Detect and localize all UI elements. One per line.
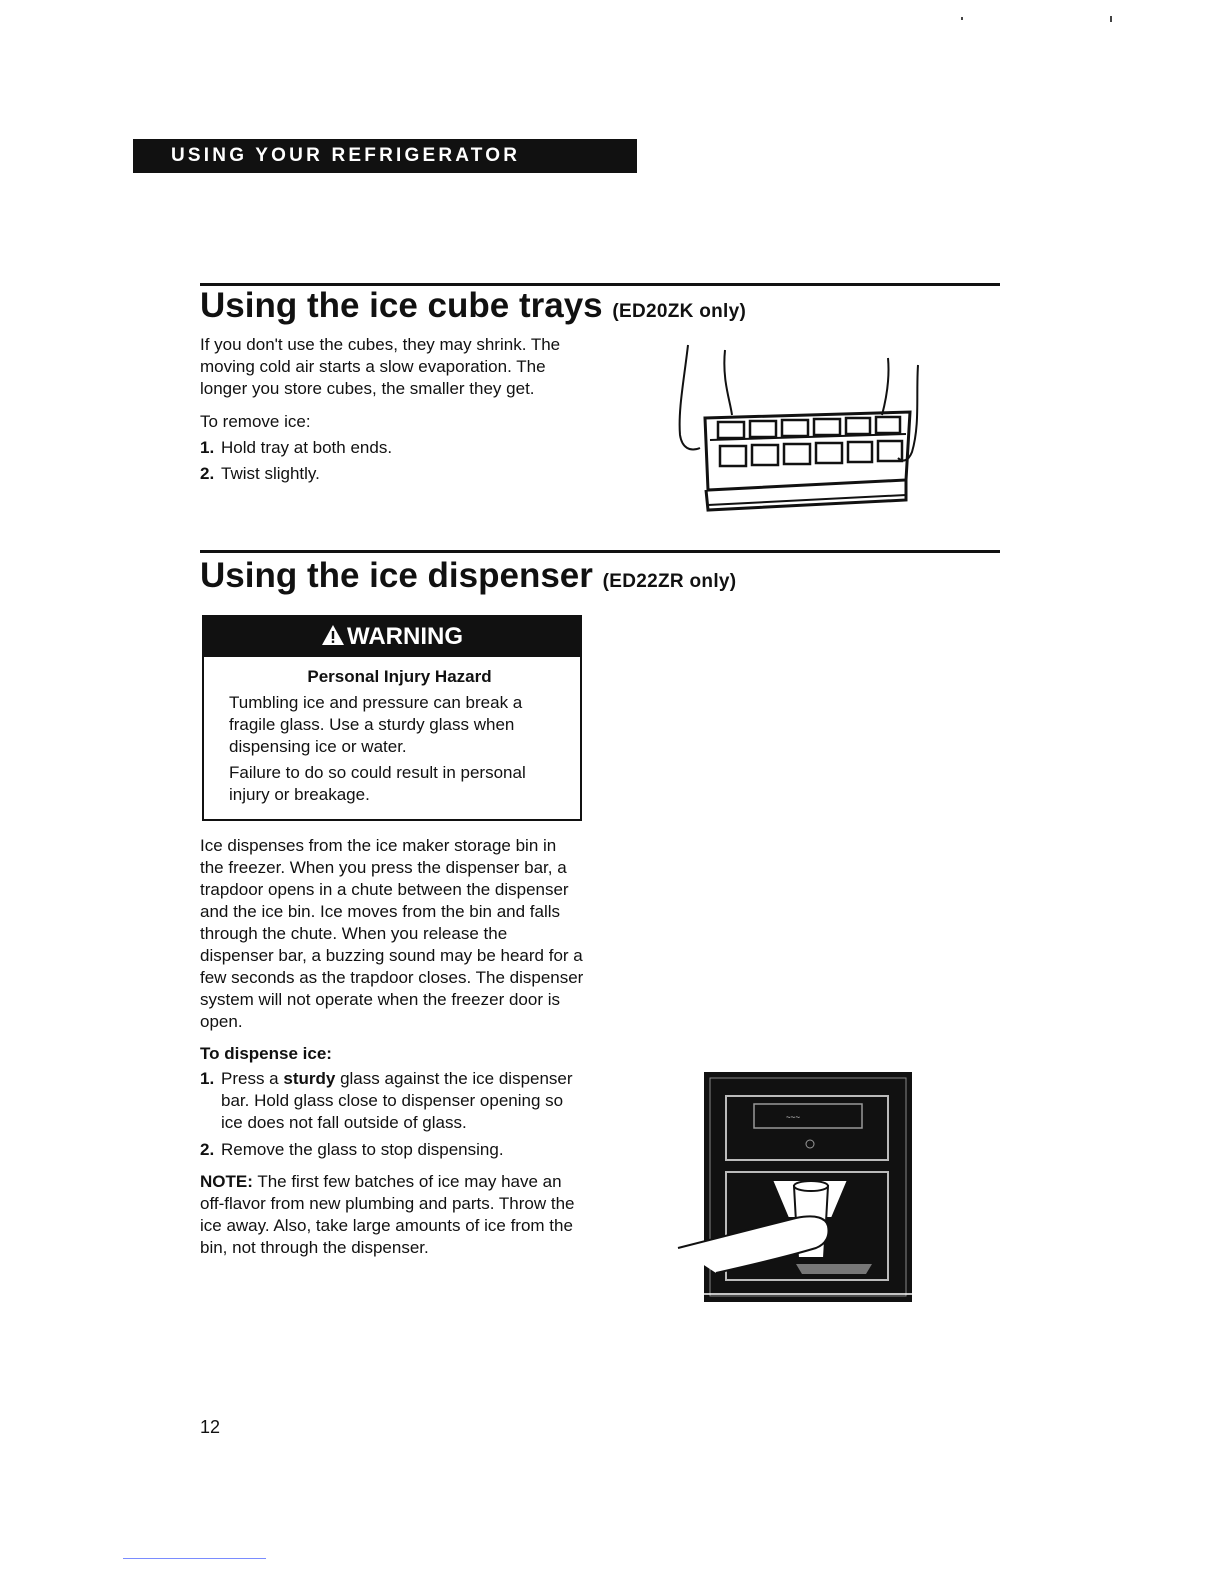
- section-rule: [200, 550, 1000, 553]
- remove-ice-steps: [200, 437, 590, 485]
- svg-text:~~~: ~~~: [786, 1113, 801, 1122]
- ice-trays-paragraph: If you don't use the cubes, they may shrink. The moving cold air starts a slow evaporation. The longer you store cubes, the smaller they get.: [200, 335, 561, 398]
- scan-mark: [961, 17, 963, 20]
- step-text: Twist slightly.: [221, 464, 320, 483]
- step-number: 2.: [200, 464, 215, 483]
- ice-trays-title: [200, 285, 746, 333]
- remove-ice-intro: To remove ice:: [200, 412, 311, 431]
- warning-text: Tumbling ice and pressure can break a fragile glass. Use a sturdy glass when dispensing ice or water.: [229, 693, 523, 756]
- hazard-title: Personal Injury Hazard: [307, 667, 492, 686]
- step-number: 1.: [200, 1069, 215, 1088]
- footer-line: [123, 1558, 266, 1559]
- list-item: [200, 1068, 584, 1134]
- ice-tray-twist-icon: [670, 340, 930, 520]
- step-text: [221, 1068, 584, 1134]
- list-item: [200, 437, 590, 459]
- list-item: [200, 1139, 584, 1161]
- warning-text: Failure to do so could result in personal injury or breakage.: [229, 763, 526, 804]
- step-text-post: glass against the ice dispenser bar. Hold glass close to dispenser opening so ice does not fall outside of glass.: [221, 1069, 573, 1132]
- step-text-pre: Press a: [221, 1069, 279, 1088]
- dispense-steps: [200, 1068, 584, 1161]
- step-number: 1.: [200, 438, 215, 457]
- page-number: 12: [200, 1417, 221, 1437]
- warning-heading: [204, 617, 580, 657]
- ice-dispenser-title-suffix: (ED22ZR only): [602, 571, 737, 592]
- step-text: Hold tray at both ends.: [221, 438, 393, 457]
- warning-box: [202, 615, 582, 821]
- ice-dispenser-glass-icon: [676, 1068, 916, 1310]
- ice-trays-title-main: Using the ice cube trays: [200, 286, 603, 325]
- ice-trays-title-suffix: (ED20ZK only): [612, 301, 747, 322]
- note: [200, 1171, 584, 1259]
- ice-trays-body: [200, 334, 590, 485]
- note-label: NOTE:: [200, 1172, 253, 1191]
- list-item: [200, 463, 590, 485]
- step-text: Remove the glass to stop dispensing.: [221, 1140, 504, 1159]
- step-number: 2.: [200, 1140, 215, 1159]
- warning-triangle-icon: [321, 624, 345, 646]
- ice-dispenser-paragraph: Ice dispenses from the ice maker storage bin in the freezer. When you press the dispenser bar, a trapdoor opens in a chute between the dispenser and the ice bin. Ice moves from the bin and falls through the chute. When you release the dispenser bar, a buzzing sound may be heard for a few seconds as the trapdoor closes. The dispenser system will not operate when the freezer door is open.: [200, 836, 584, 1031]
- warning-body: [204, 657, 580, 806]
- step-text-emphasis: sturdy: [283, 1069, 336, 1088]
- ice-dispenser-body: [200, 835, 584, 1259]
- ice-dispenser-title: [200, 555, 736, 603]
- warning-label: WARNING: [347, 623, 463, 650]
- note-text: The first few batches of ice may have an off-flavor from new plumbing and parts. Throw the ice away. Also, take large amounts of ice from the bin, not through the dispenser.: [200, 1172, 575, 1257]
- dispense-heading: To dispense ice:: [200, 1044, 332, 1063]
- section-header-bar: USING YOUR REFRIGERATOR: [133, 139, 637, 173]
- scan-mark: [1110, 16, 1112, 22]
- ice-dispenser-title-main: Using the ice dispenser: [200, 556, 593, 595]
